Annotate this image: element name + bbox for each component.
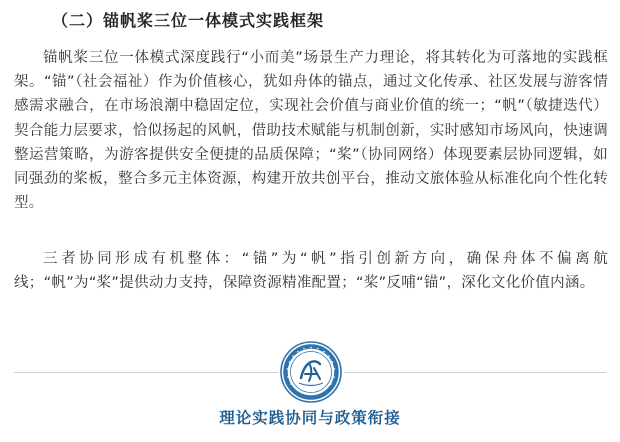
footer-title: 理论实践协同与政策衔接 [219,409,401,427]
section-heading: （二）锚帆桨三位一体模式实践框架 [52,11,325,30]
divider-left [14,372,278,373]
paragraph-framework: 锚帆桨三位一体模式深度践行“小而美”场景生产力理论，将其转化为可落地的实践框架。“锚”（社会福祉）作为价值核心，犹如舟体的锚点，通过文化传承、社区发展与游客情感需求融合，在市场浪潮中稳固定位，实现社会价值与商业价值的统一；“帆”（敏捷迭代）契合能力层要求，恰似扬起的风帆，借助技术赋能与机制创新，实时感知市场风向，快速调整运营策略，为游客提供安全便捷的品质保障；“桨”（协同网络）体现要素层协同逻辑，如同强劲的桨板，整合多元主体资源，构建开放共创平台，推动文旅体验从标准化向个性化转型。 [14,50,608,212]
university-seal-icon [280,341,342,403]
divider-right [344,372,606,373]
paragraph-synergy: 三者协同形成有机整体：“锚”为“帆”指引创新方向，确保舟体不偏离航线；“帆”为“桨”提供动力支持，保障资源精准配置；“桨”反哺“锚”，深化文化价值内涵。 [14,251,608,292]
